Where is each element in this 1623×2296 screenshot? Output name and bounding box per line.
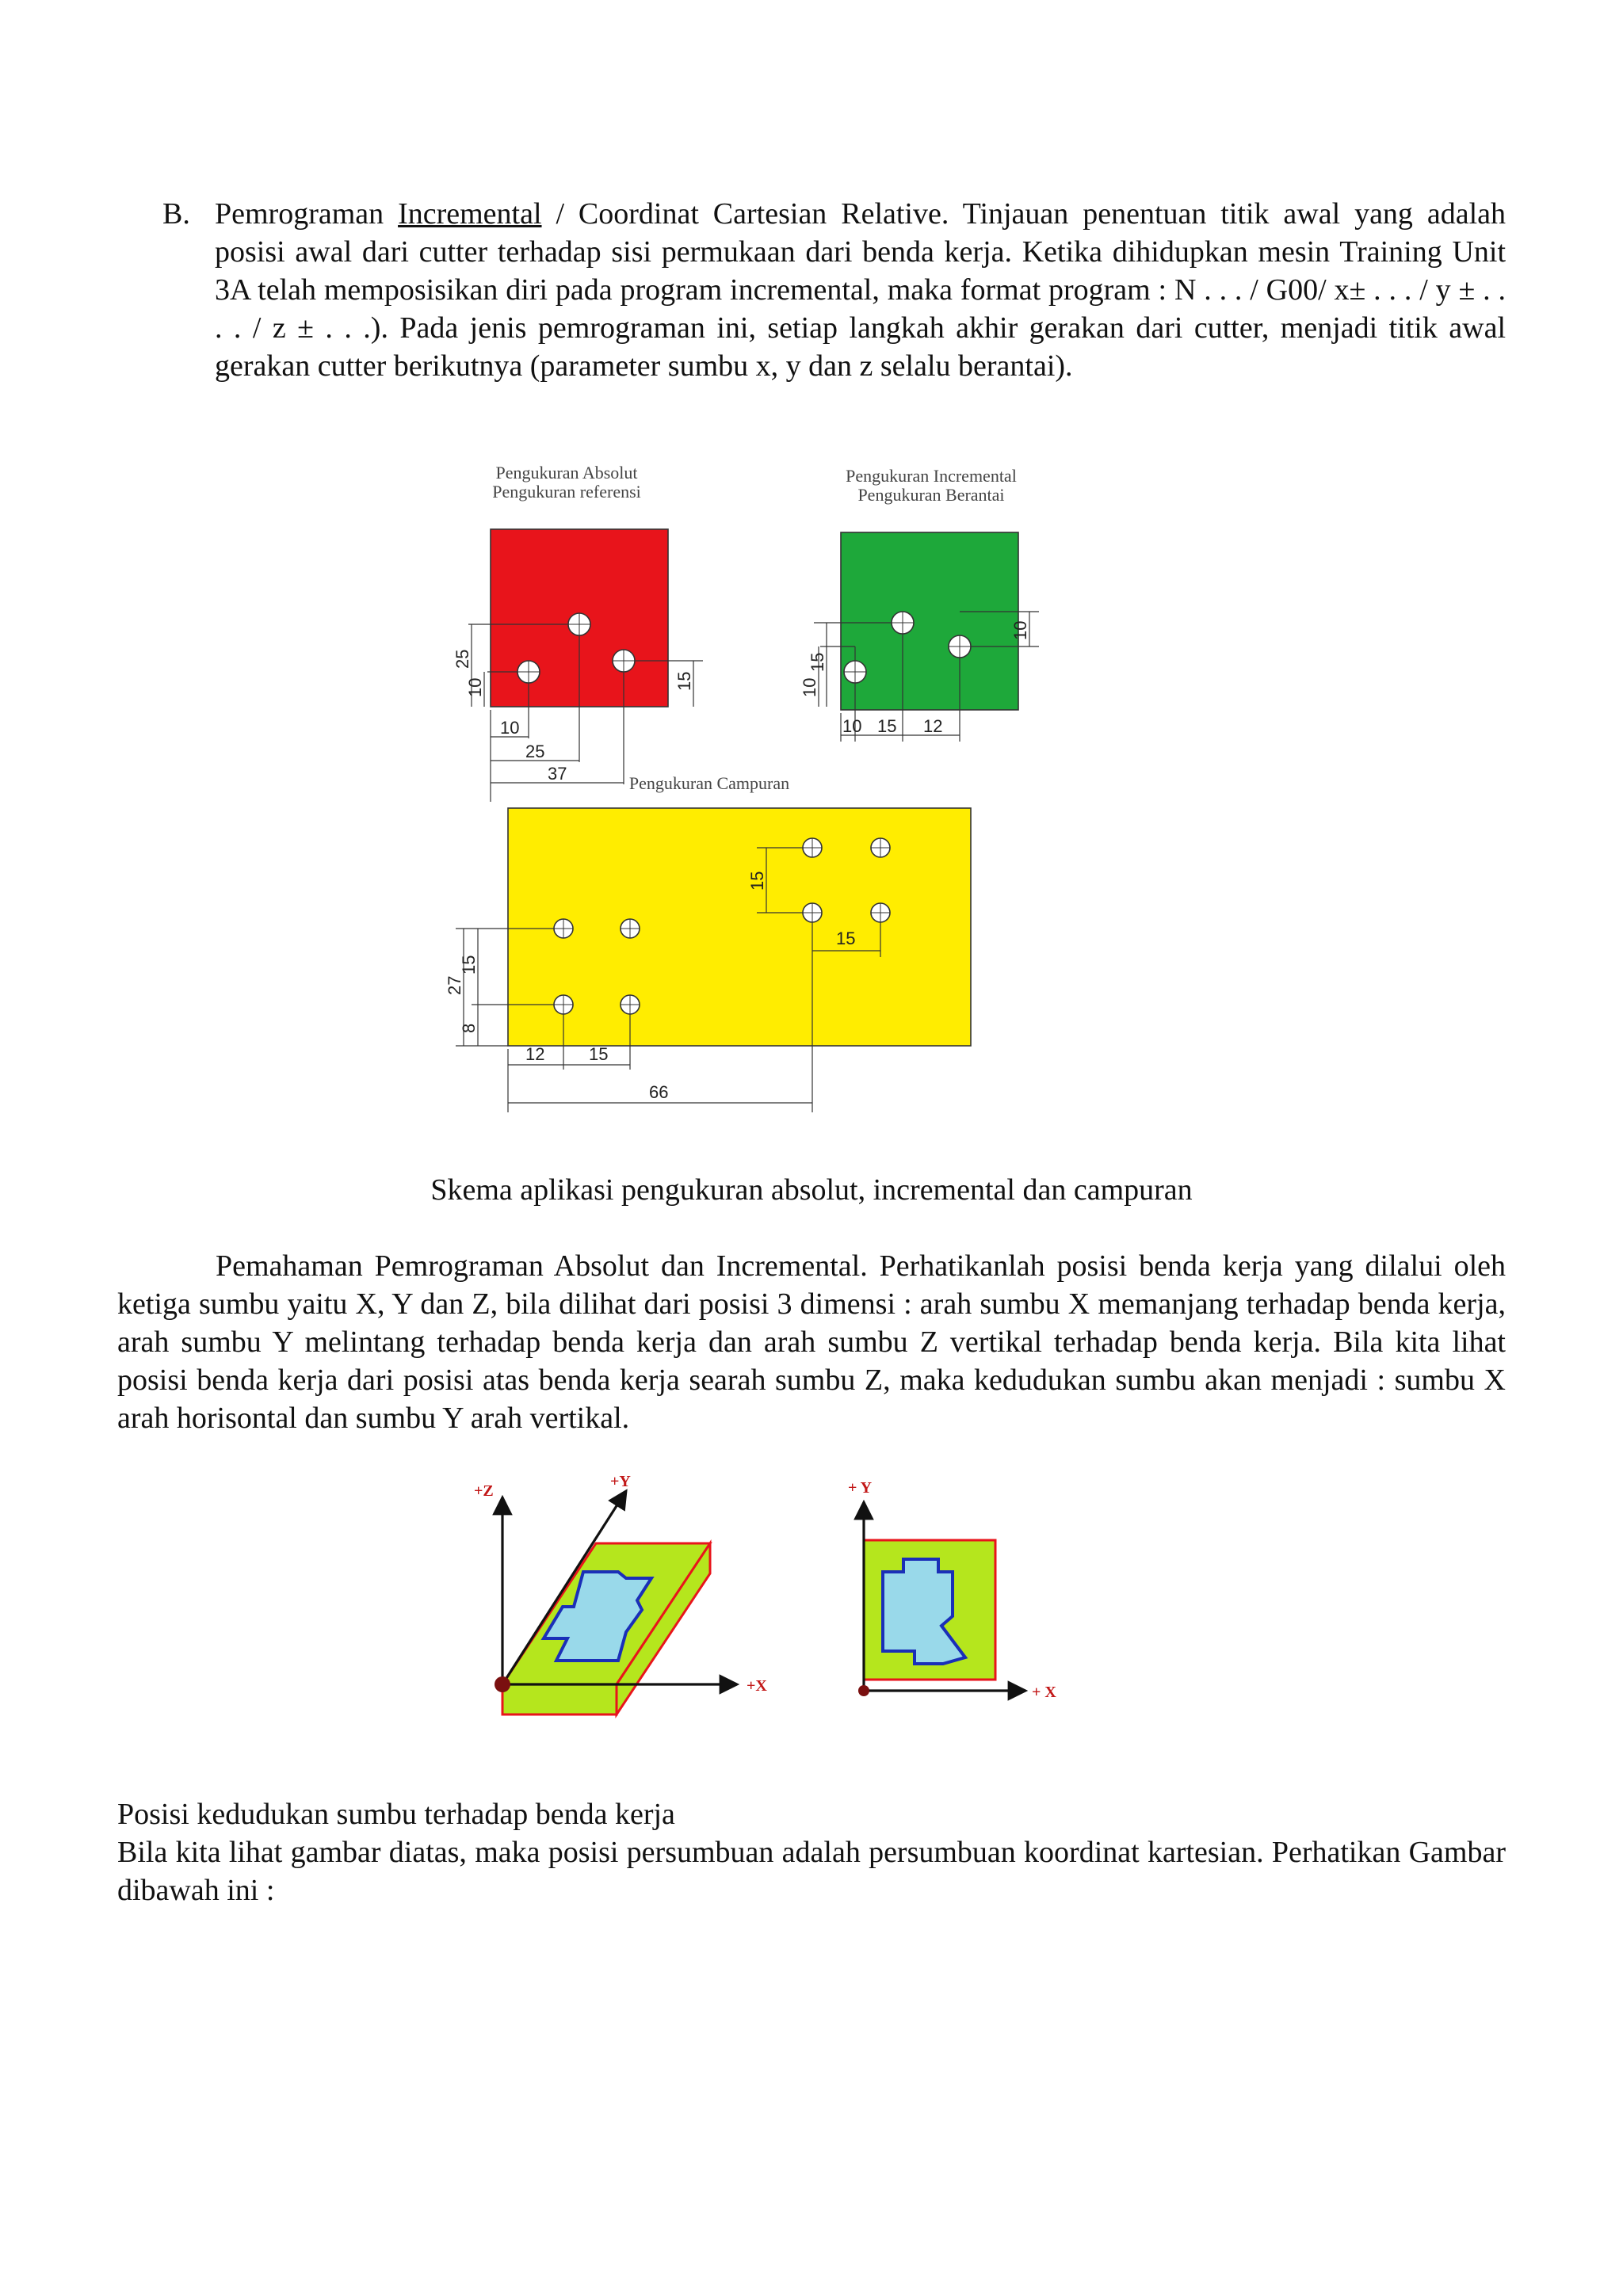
origin-3d [495,1676,510,1692]
incremental-plate [841,532,1018,710]
block-3d [502,1543,710,1714]
item-b-text [215,195,1506,385]
inc-dim-15v: 15 [808,652,827,672]
label-y-2d: + Y [848,1479,873,1497]
item-b-rest: / Coordinat Cartesian Relative. Tinjauan penentuan titik awal yang adalah posisi awal dari cutter terhadap sisi permukaan dari benda kerja. Ketika dihidupkan mesin Training Unit 3A telah memposisikan diri pada program incremental, maka format program : N . . . / G00/ x± . . . / y ± . . . . / z ± . . .). Pada jenis pemrograman ini, setiap langkah akhir gerakan dari cutter, menjadi titik awal gerakan cutter berikutnya (parameter sumbu x, y dan z selalu berantai). [215,197,1507,383]
paragraph-position-line1: Posisi kedudukan sumbu terhadap benda kerja [117,1798,675,1831]
label-x-2d: + X [1032,1684,1056,1701]
inc-dim-15h: 15 [877,716,897,736]
mix-dim-15b: 15 [589,1044,609,1064]
abs-dim-25v: 25 [453,649,472,669]
mix-dim-27: 27 [445,975,464,995]
inc-dim-10r: 10 [1010,620,1030,640]
block-front-face [502,1684,617,1714]
item-b-lead: Pemrograman [215,197,399,231]
label-z: +Z [474,1482,494,1500]
inc-dim-10v: 10 [800,677,819,697]
abs-title-2: Pengukuran referensi [492,482,641,502]
inc-title-1: Pengukuran Incremental [846,466,1017,486]
figure1-caption: Skema aplikasi pengukuran absolut, incremental dan campuran [430,1173,1193,1207]
label-x-3d: +X [747,1677,767,1695]
item-b [162,195,1506,385]
paragraph-position [117,1795,1506,1909]
mix-dim-15top: 15 [747,871,767,891]
abs-title-1: Pengukuran Absolut [495,463,638,482]
item-b-underlined: Incremental [398,197,542,231]
mixed-title: Pengukuran Campuran [628,773,790,793]
mix-dim-15left: 15 [459,955,479,974]
abs-dim-37h: 37 [548,764,567,784]
abs-dim-10h: 10 [500,718,520,738]
profile-2d [883,1559,965,1664]
mix-dim-12b: 12 [525,1044,545,1064]
abs-dim-10v: 10 [465,677,485,697]
measurement-figure [445,460,1058,1141]
axis-position-figure [468,1474,1094,1759]
inc-dim-10h: 10 [842,716,862,736]
mixed-plate [508,808,971,1046]
inc-title-2: Pengukuran Berantai [857,485,1005,505]
mix-dim-8: 8 [459,1023,479,1033]
label-y-3d: +Y [610,1473,631,1490]
abs-dim-25h: 25 [525,742,545,761]
origin-2d [858,1685,869,1696]
mix-dim-15right: 15 [836,929,856,948]
paragraph-position-line2: Bila kita lihat gambar diatas, maka posisi persumbuan adalah persumbuan koordinat kartesian. Perhatikan Gambar dibawah ini : [117,1836,1506,1907]
mix-dim-66: 66 [649,1082,669,1102]
item-b-marker: B. [162,197,190,231]
abs-dim-15v: 15 [674,671,694,691]
paragraph-absolut-incremental: Pemahaman Pemrograman Absolut dan Incremental. Perhatikanlah posisi benda kerja yang dilalui oleh ketiga sumbu yaitu X, Y dan Z, bila dilihat dari posisi 3 dimensi : arah sumbu X memanjang terhadap benda kerja, arah sumbu Y melintang terhadap benda kerja dan arah sumbu Z vertikal terhadap benda kerja. Bila kita lihat posisi benda kerja dari posisi atas benda kerja searah sumbu Z, maka kedudukan sumbu akan menjadi : sumbu X arah horisontal dan sumbu Y arah vertikal. [117,1249,1506,1435]
inc-dim-12h: 12 [923,716,943,736]
block-top-view [864,1540,995,1680]
